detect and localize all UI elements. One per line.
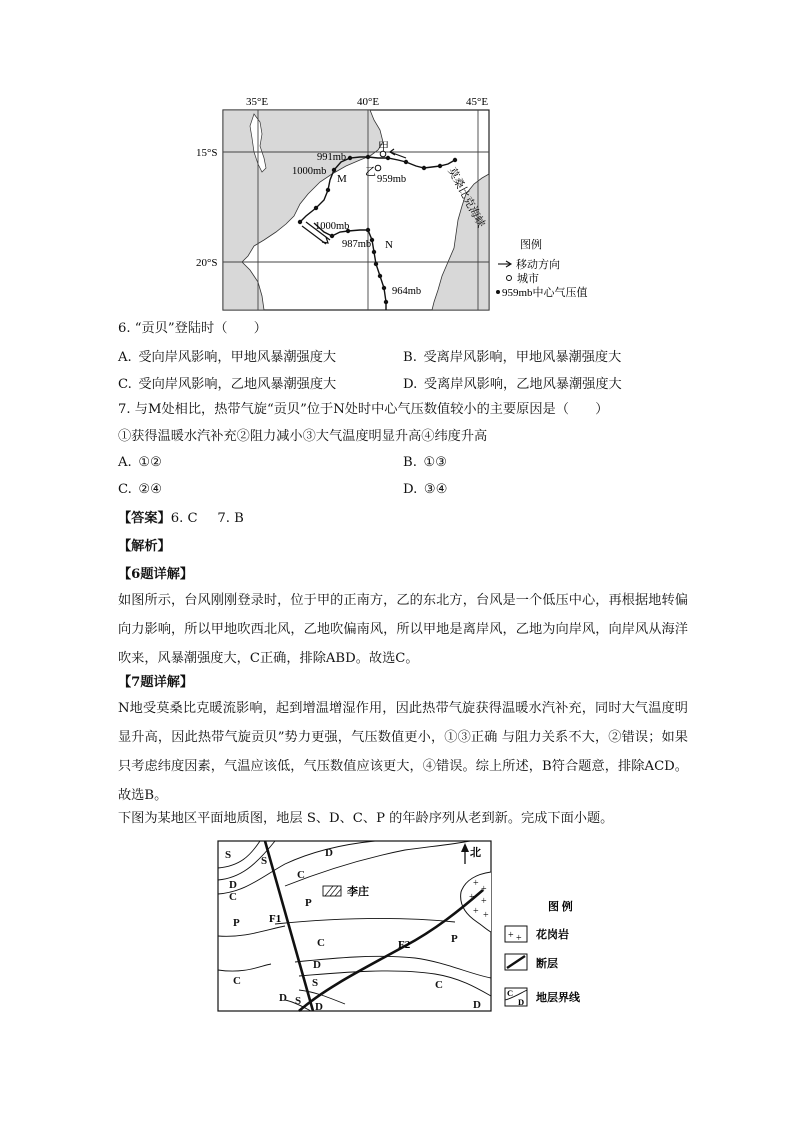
option-letter: B. <box>403 455 417 470</box>
stratum-s1: S <box>225 849 232 861</box>
fault-f1-label: F1 <box>269 913 282 925</box>
lat-label-20s: 20°S <box>196 257 218 269</box>
geologic-map <box>215 838 595 1016</box>
option-text: ②④ <box>138 482 163 497</box>
stratum-d2: D <box>325 847 333 859</box>
option-letter: A. <box>118 350 132 365</box>
stratum-p3: P <box>451 933 458 945</box>
stratum-c5: C <box>435 979 443 991</box>
q6-option-c[interactable] <box>118 373 336 392</box>
option-text: 受离岸风影响，甲地风暴潮强度大 <box>423 350 622 365</box>
answer-q7: 7. B <box>217 511 244 526</box>
stratum-d6: D <box>473 999 481 1011</box>
q7-stem: 7. 与M处相比，热带气旋“贡贝”位于N处时中心气压数值较小的主要原因是（ ） <box>118 402 609 417</box>
option-text: 受向岸风影响，甲地风暴潮强度大 <box>138 350 337 365</box>
svg-text:+: + <box>516 933 522 944</box>
legend-boundary-d: D <box>518 997 525 1007</box>
map1-legend <box>496 237 588 299</box>
svg-text:+: + <box>469 892 475 903</box>
option-letter: C. <box>118 482 132 497</box>
stratum-s2: S <box>261 855 268 867</box>
svg-text:+: + <box>483 910 489 921</box>
detail7-text: N地受莫桑比克暖流影响，起到增温增湿作用，因此热带气旋获得温暖水汽补充，同时大气温度明显升高，因此热带气旋贡贝”势力更强，气压数值更小，①③正确 与阻力关系不大，②错误；如果只考虑纬度因素，气温应该低，气压数值应该更大，④错误。综上所述，B符合题意，排除ACD。故选B。 <box>118 701 688 803</box>
option-letter: D. <box>403 482 418 497</box>
lat-label-15s: 15°S <box>196 147 218 159</box>
legend-center-pressure: 959mb中心气压值 <box>502 287 588 299</box>
legend-boundary-c: C <box>507 988 514 998</box>
option-text: ③④ <box>423 482 448 497</box>
lon-label-45e: 45°E <box>466 96 489 108</box>
analysis-label: 【解析】 <box>118 539 171 554</box>
option-letter: A. <box>118 455 132 470</box>
point-n: N <box>385 239 393 251</box>
legend-move-direction: 移动方向 <box>516 259 560 271</box>
answer-label: 【答案】 <box>118 511 171 526</box>
answer-line <box>118 510 244 528</box>
q7-option-d[interactable] <box>403 482 448 497</box>
lon-label-35e: 35°E <box>246 96 269 108</box>
option-text: 受离岸风影响，乙地风暴潮强度大 <box>423 377 622 392</box>
option-text: 受向岸风影响，乙地风暴潮强度大 <box>138 377 337 392</box>
stratum-s3: S <box>312 977 319 989</box>
legend-city: 城市 <box>517 273 539 285</box>
q6-stem: 6. “贡贝”登陆时（ ） <box>118 321 267 336</box>
svg-text:+: + <box>481 896 487 907</box>
pressure-1000-lower: 1000mb <box>315 221 350 232</box>
intro-text: 下图为某地区平面地质图，地层 S、D、C、P 的年龄序列从老到新。完成下面小题。 <box>118 811 614 826</box>
legend2-title: 图 例 <box>548 901 573 913</box>
fault-f2-label: F2 <box>398 939 411 951</box>
strait-label: 莫桑比克海峡 <box>445 165 487 230</box>
point-m: M <box>337 173 347 185</box>
typhoon-map <box>196 90 620 315</box>
stratum-d1: D <box>229 879 237 891</box>
stratum-d4: D <box>279 992 287 1004</box>
stratum-c1: C <box>229 891 237 903</box>
stratum-p2: P <box>305 897 312 909</box>
svg-text:+: + <box>508 930 514 941</box>
village-label: 李庄 <box>347 886 369 898</box>
option-text: ①③ <box>423 455 448 470</box>
place-jia: 甲 <box>378 141 389 153</box>
pressure-991: 991mb <box>317 152 347 163</box>
q7-option-a[interactable] <box>118 455 162 470</box>
q7-option-c[interactable] <box>118 482 162 497</box>
north-label: 北 <box>470 847 481 859</box>
q7-statements: ①获得温暖水汽补充②阻力减小③大气温度明显升高④纬度升高 <box>118 429 488 444</box>
map2-legend <box>505 899 581 1007</box>
svg-text:+: + <box>481 884 487 895</box>
option-letter: D. <box>403 377 418 392</box>
map-frame <box>223 110 489 310</box>
svg-text:+: + <box>473 878 479 889</box>
place-yi: 乙 <box>365 166 376 178</box>
q7-option-b[interactable] <box>403 455 447 470</box>
answer-q6: 6. C <box>170 511 198 526</box>
pressure-1000-upper: 1000mb <box>292 166 327 177</box>
pressure-987: 987mb <box>342 239 372 250</box>
option-text: ①② <box>138 455 162 470</box>
detail6-text: 如图所示，台风刚刚登录时，位于甲的正南方，乙的东北方，台风是一个低压中心，再根据地转偏向力影响，所以甲地吹西北风，乙地吹偏南风，所以甲地是离岸风，乙地为向岸风，向岸风从海洋吹来，风暴潮强度大，C正确，排除ABD。故选C。 <box>118 593 688 666</box>
city-yi-marker <box>375 165 381 171</box>
legend-fault: 断层 <box>536 958 558 970</box>
q6-option-a[interactable] <box>118 346 336 365</box>
stratum-c2: C <box>297 869 305 881</box>
stratum-c4: C <box>233 975 241 987</box>
pressure-959: 959mb <box>377 174 407 185</box>
stratum-d3: D <box>313 959 321 971</box>
stratum-s4: S <box>295 995 302 1007</box>
detail7-label: 【7题详解】 <box>118 675 194 690</box>
stratum-d5: D <box>315 1001 323 1013</box>
pressure-964: 964mb <box>392 286 422 297</box>
stratum-c3: C <box>317 937 325 949</box>
q6-option-b[interactable] <box>403 346 621 365</box>
q6-option-d[interactable] <box>403 373 622 392</box>
option-letter: B. <box>403 350 417 365</box>
stratum-p1: P <box>233 917 240 929</box>
legend-boundary: 地层界线 <box>536 992 580 1004</box>
lon-label-40e: 40°E <box>357 96 380 108</box>
svg-text:+: + <box>473 906 479 917</box>
legend-granite: 花岗岩 <box>536 929 569 941</box>
detail6-label: 【6题详解】 <box>118 567 194 582</box>
option-letter: C. <box>118 377 132 392</box>
legend-title: 图例 <box>520 239 542 251</box>
